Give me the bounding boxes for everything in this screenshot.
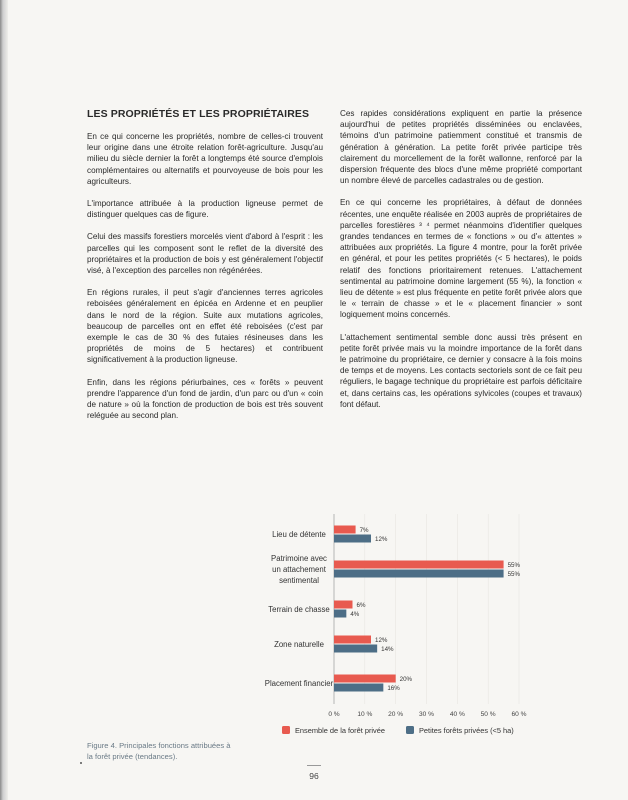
data-label: 12%	[375, 536, 388, 543]
right-paragraph: L'attachement sentimental semble donc aussi très présent en petite forêt privée mais vu la moindre importance de la forêt dans le patrimoine du propriétaire, ce dernier y consacre à la fois moins de temps et de moyens. Les contacts sectoriels sont de ce fait peu réguliers, le bagage technique du propriétaire est parfois déficitaire et, dans certains cas, les opérations sylvicoles (coupes et travaux) font défaut.	[340, 332, 582, 409]
data-label: 16%	[387, 685, 400, 692]
bar-all-private-forest	[334, 561, 504, 569]
data-label: 55%	[507, 562, 520, 569]
figure-4-chart	[0, 508, 628, 748]
legend-swatch-small	[406, 726, 414, 734]
x-tick-label: 60 %	[511, 711, 527, 718]
x-tick-label: 10 %	[357, 711, 373, 718]
category-label	[274, 640, 324, 649]
left-column	[87, 108, 323, 432]
bar-all-private-forest	[334, 601, 353, 609]
bar-small-private-forest	[334, 570, 504, 578]
left-paragraph: Celui des massifs forestiers morcelés vient d'abord à l'esprit : les parcelles qui les composent sont le reflet de la diversité des propriétaires et la production de bois y est généralement l'objectif visé, à l'exception des parcelles non régénérées.	[87, 232, 323, 276]
page-number: 96	[309, 771, 319, 781]
section-heading: LES PROPRIÉTÉS ET LES PROPRIÉTAIRES	[87, 108, 310, 120]
data-label: 6%	[356, 602, 366, 609]
category-label-line: Lieu de détente	[272, 530, 326, 539]
x-tick-label: 50 %	[480, 711, 496, 718]
x-tick-label: 40 %	[449, 711, 465, 718]
legend-label: Ensemble de la forêt privée	[295, 726, 385, 735]
left-paragraph: Enfin, dans les régions périurbaines, ces « forêts » peuvent prendre l'apparence d'un fond de jardin, d'un parc ou d'un « coin de nature » où la fonction de production de bois est très souvent reléguée au second plan.	[87, 377, 323, 421]
right-column	[340, 108, 582, 421]
left-paragraph: L'importance attribuée à la production ligneuse permet de distinguer quelques cas de figure.	[87, 199, 323, 220]
bar-all-private-forest	[334, 675, 396, 683]
x-tick-label: 30 %	[418, 711, 435, 718]
bar-small-private-forest	[334, 610, 346, 618]
data-label: 7%	[359, 527, 369, 534]
right-paragraph: En ce qui concerne les propriétaires, à défaut de données récentes, une enquête réalisée en 2003 auprès de propriétaires de parcelles forestières ³ ⁴ permet néanmoins d'identifier quelques grandes tendances en termes de « fonctions » ou d'« attentes » attribuées aux propriétés. La figure 4 montre, pour la forêt privée en général, et pour les petites propriétés (< 5 hectares), le poids relatif des fonctions prioritairement retenues. L'attachement sentimental au patrimoine domine largement (55 %), la fonction « lieu de détente » est plus fréquente en petite forêt privée alors que le « terrain de chasse » et le « placement financier » sont logiquement moins concernés.	[340, 198, 582, 320]
category-label-line: sentimental	[279, 576, 319, 585]
data-label: 20%	[399, 676, 413, 683]
right-paragraph: Ces rapides considérations expliquent en partie la présence aujourd'hui de petites propriétés disséminées ou enclavées, témoins d'un patrimoine patiemment constitué et transmis de génération à génération. La petite forêt privée participe très clairement du morcellement de la forêt wallonne, renforcé par la dispersion fréquente des blocs d'une même propriété comportant un nombre élevé de parcelles cadastrales ou de gestion.	[340, 109, 582, 186]
x-tick-label: 0 %	[328, 711, 340, 718]
legend-label: Petites forêts privées (<5 ha)	[419, 726, 514, 735]
figure-caption: Figure 4. Principales fonctions attribuées à la forêt privée (tendances).	[87, 741, 231, 761]
category-label	[265, 679, 334, 688]
left-paragraph: En régions rurales, il peut s'agir d'anciennes terres agricoles reboisées généralement en épicéa en Ardenne et en peuplier dans le nord de la région. Suite aux mutations agricoles, beaucoup de parcelles ont en effet été reboisées (c'est par exemple le cas de 30 % des futaies résineuses dans les propriétés de moins de 5 hectares) et contribuent significativement à la production ligneuse.	[87, 288, 323, 365]
data-label: 55%	[507, 571, 520, 578]
bar-small-private-forest	[334, 684, 383, 692]
category-label	[271, 554, 327, 585]
category-label-line: Placement financier	[264, 679, 334, 688]
category-label	[272, 530, 326, 539]
category-label-line: Terrain de chasse	[268, 605, 330, 614]
category-label-line: Patrimoine avec	[271, 554, 327, 563]
data-label: 12%	[375, 637, 388, 644]
bar-small-private-forest	[334, 535, 371, 543]
bar-all-private-forest	[334, 526, 356, 534]
bar-chart	[0, 508, 628, 748]
print-speck	[80, 762, 82, 764]
legend-swatch-all	[282, 726, 290, 734]
data-label: 14%	[381, 646, 394, 653]
category-label-line: Zone naturelle	[274, 640, 324, 649]
left-paragraph: En ce qui concerne les propriétés, nombre de celles-ci trouvent leur origine dans une étroite relation forêt-agriculture. Jusqu'au milieu du siècle dernier la forêt a longtemps été source d'emplois complémentaires ou alternatifs et pourvoyeuse de bois pour les agriculteurs.	[87, 132, 323, 186]
page-number-rule	[307, 765, 321, 766]
bar-small-private-forest	[334, 645, 377, 653]
category-label	[268, 605, 330, 614]
category-label-line: un attachement	[272, 565, 326, 574]
bar-all-private-forest	[334, 636, 371, 644]
x-tick-label: 20 %	[388, 711, 404, 718]
data-label: 4%	[350, 611, 360, 618]
